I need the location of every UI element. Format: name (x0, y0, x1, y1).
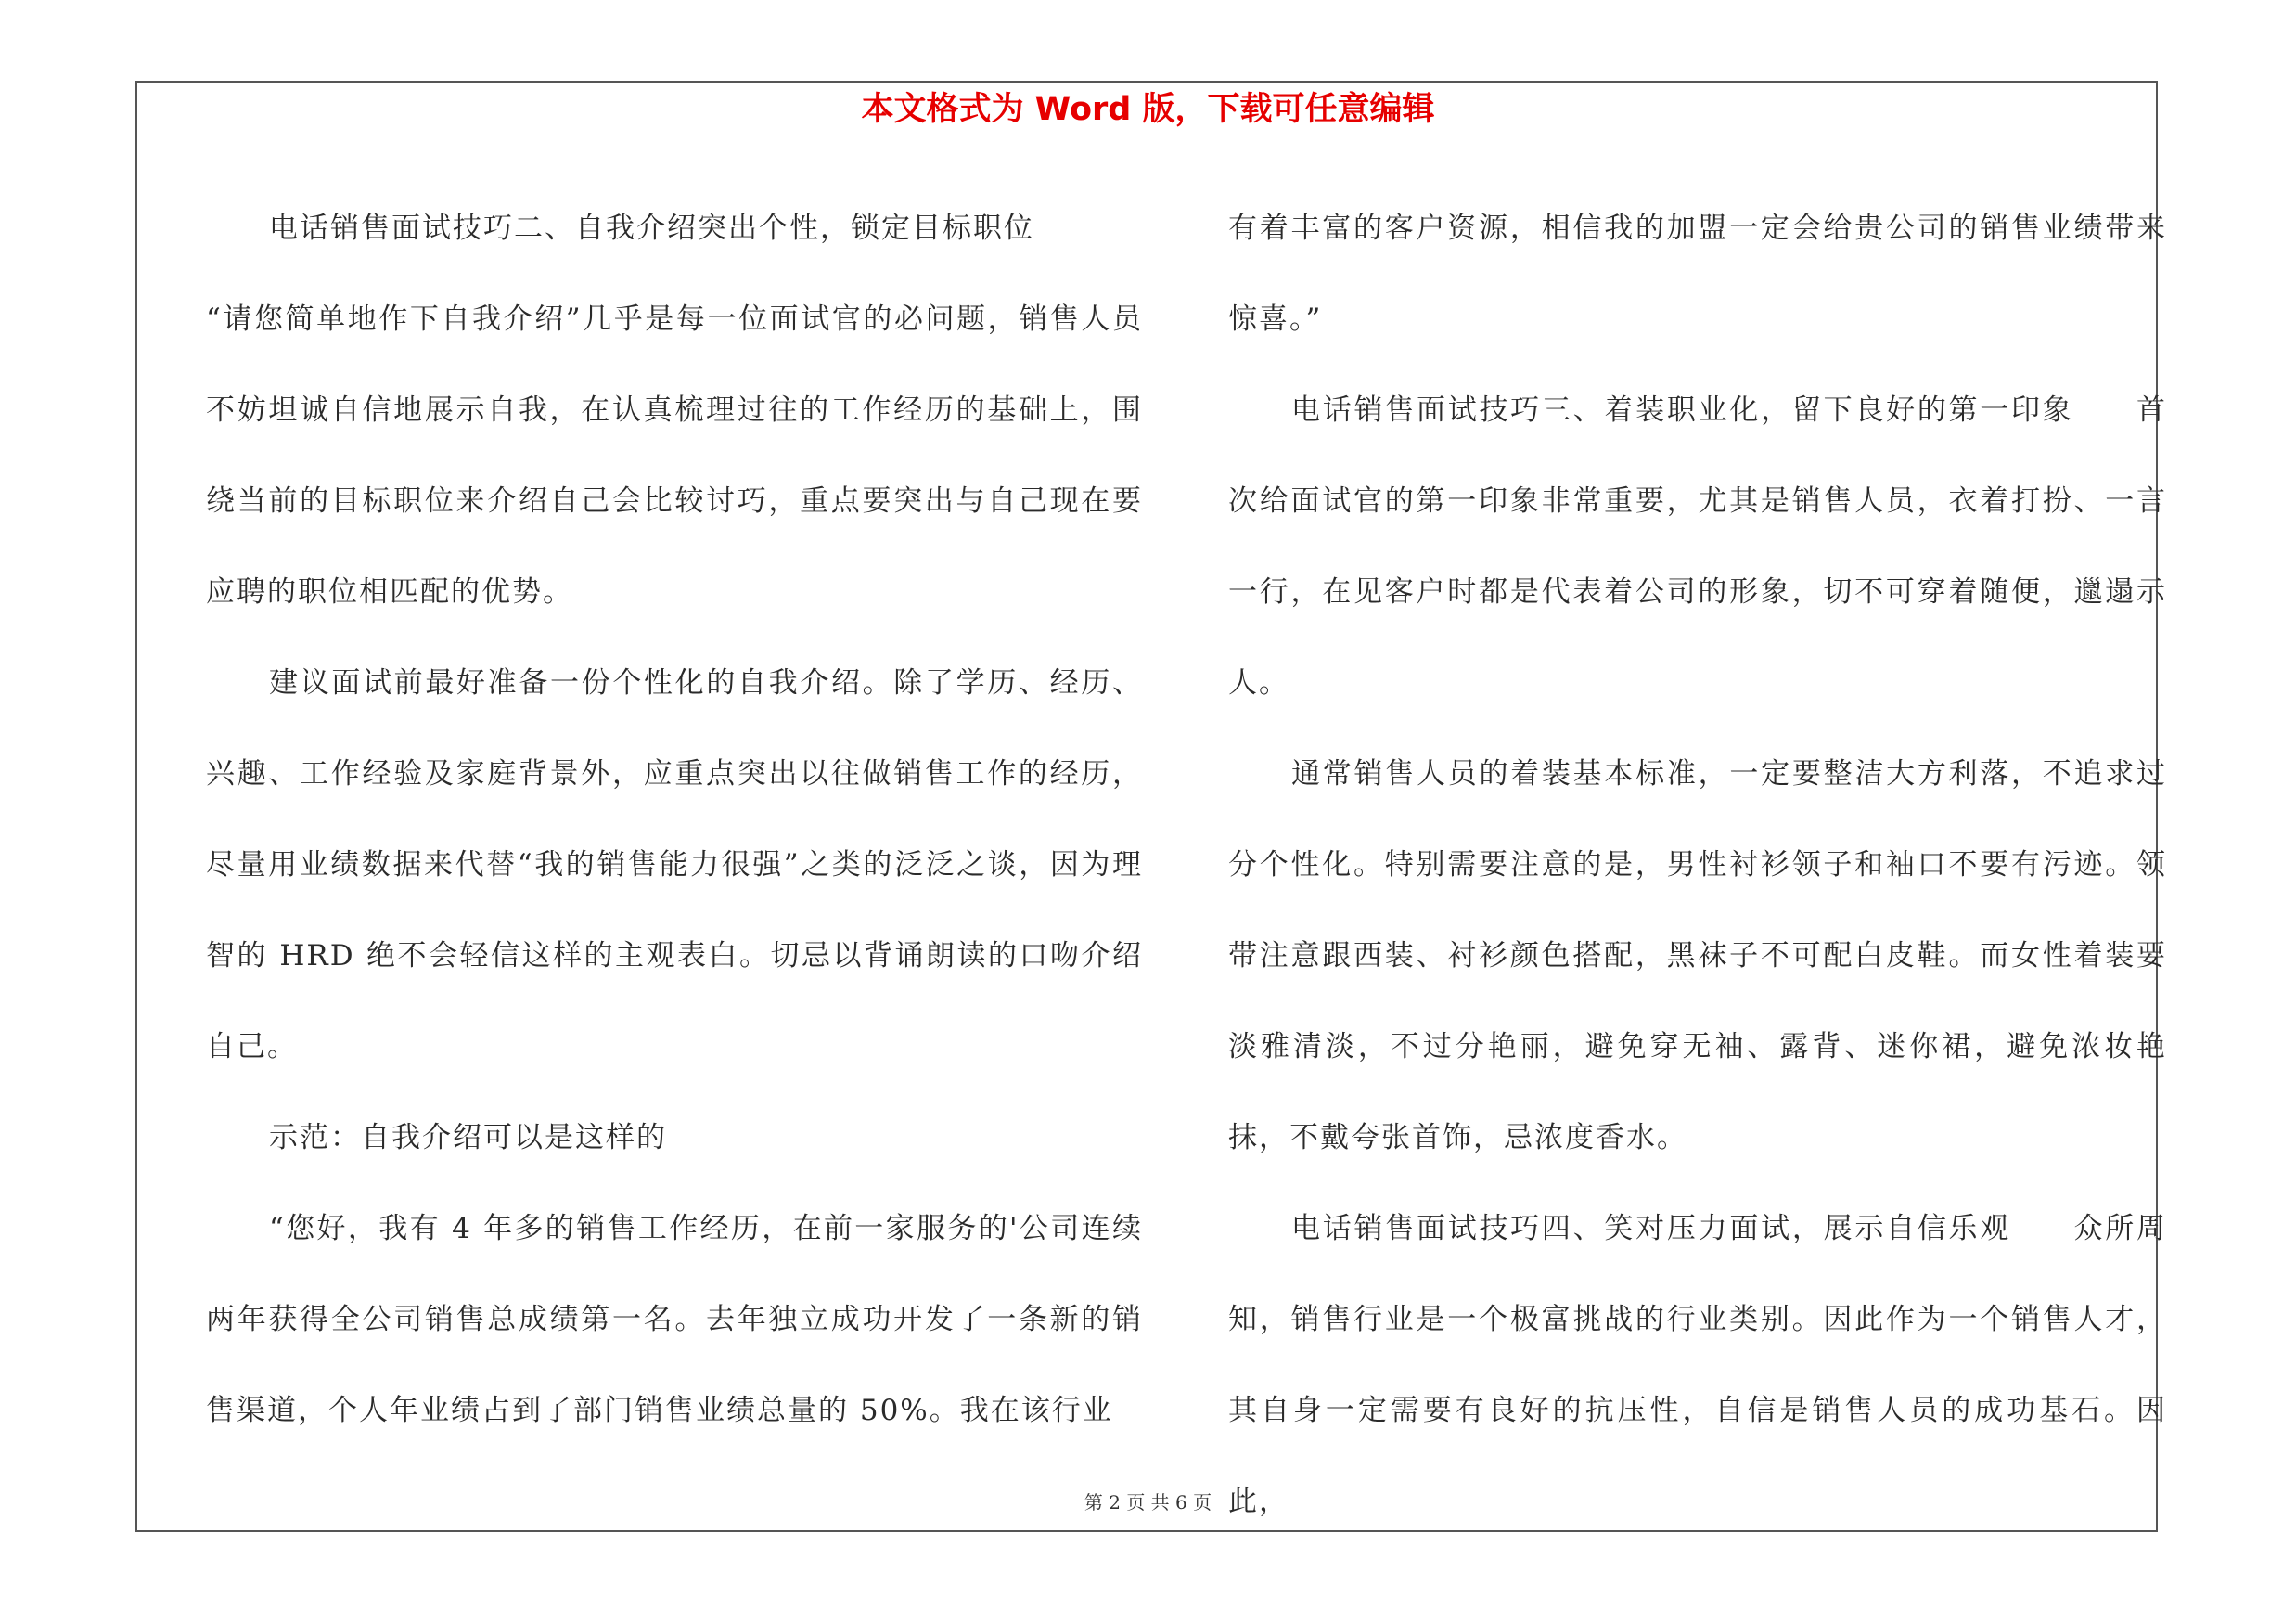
paragraph: 电话销售面试技巧三、着装职业化，留下良好的第一印象 首次给面试官的第一印象非常重要，尤其是销售人员，衣着打扮、一言一行，在见客户时都是代表着公司的形象，切不可穿着随便，邋遢示人。 (1228, 393, 2167, 700)
paragraph: 示范：自我介绍可以是这样的 (269, 1121, 667, 1154)
paragraph: 电话销售面试技巧二、自我介绍突出个性，锁定目标职位 (269, 212, 1034, 245)
format-banner: 本文格式为 Word 版，下载可任意编辑 (861, 91, 1435, 128)
right-column (1228, 183, 2167, 1547)
paragraph: “您好，我有 4 年多的销售工作经历，在前一家服务的'公司连续两年获得全公司销售总成绩第一名。去年独立成功开发了一条新的销售渠道，个人年业绩占到了部门销售业绩总量的 50%。我在该行业 (206, 1212, 1143, 1427)
paragraph: 电话销售面试技巧四、笑对压力面试，展示自信乐观 众所周知，销售行业是一个极富挑战的行业类别。因此作为一个销售人才，其自身一定需要有良好的抗压性，自信是销售人员的成功基石。因此， (1228, 1212, 2167, 1518)
paragraph: 通常销售人员的着装基本标准，一定要整洁大方利落，不追求过分个性化。特别需要注意的是，男性衬衫领子和袖口不要有污迹。领带注意跟西装、衬衫颜色搭配，黑袜子不可配白皮鞋。而女性着装要淡雅清淡，不过分艳丽，避免穿无袖、露背、迷你裙，避免浓妆艳抹，不戴夸张首饰，忌浓度香水。 (1228, 757, 2167, 1154)
page-number: 第 2 页 共 6 页 (1084, 1491, 1212, 1514)
paragraph: “请您简单地作下自我介绍”几乎是每一位面试官的必问题，销售人员不妨坦诚自信地展示自我，在认真梳理过往的工作经历的基础上，围绕当前的目标职位来介绍自己会比较讨巧，重点要突出与自己现在要应聘的职位相匹配的优势。 (206, 303, 1143, 609)
paragraph: 有着丰富的客户资源，相信我的加盟一定会给贵公司的销售业绩带来惊喜。” (1228, 212, 2167, 336)
paragraph: 建议面试前最好准备一份个性化的自我介绍。除了学历、经历、兴趣、工作经验及家庭背景外，应重点突出以往做销售工作的经历，尽量用业绩数据来代替“我的销售能力很强”之类的泛泛之谈，因为理智的 HRD 绝不会轻信这样的主观表白。切忌以背诵朗读的口吻介绍自己。 (206, 666, 1143, 1063)
left-column (206, 183, 1143, 1456)
